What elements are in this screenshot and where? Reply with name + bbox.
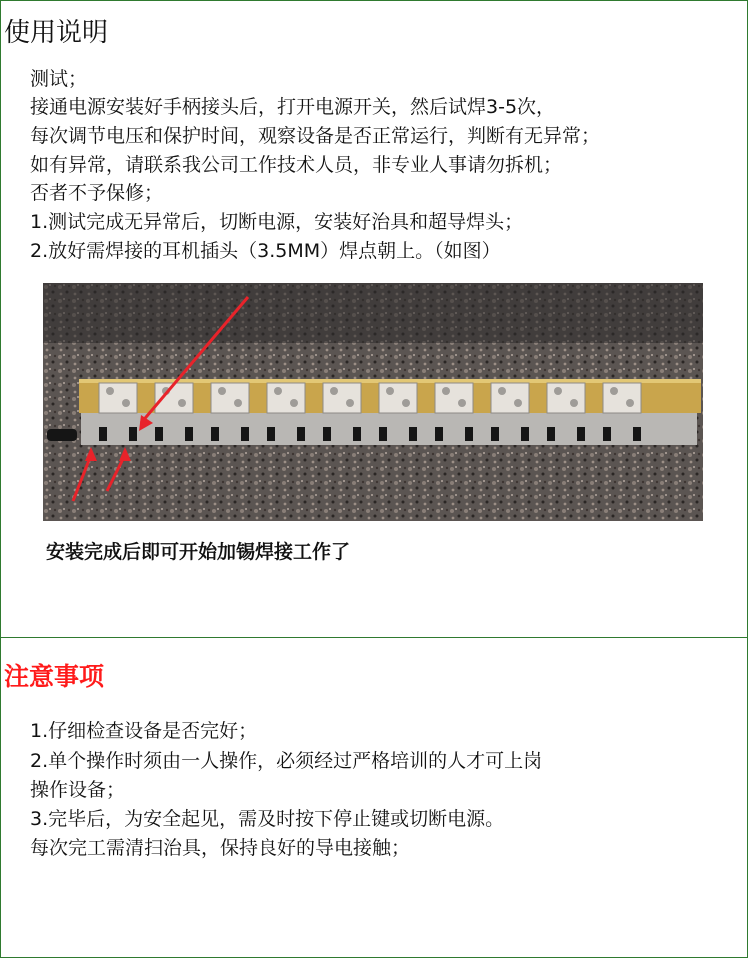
usage-line: 2.放好需焊接的耳机插头（3.5MM）焊点朝上。（如图）	[30, 240, 501, 262]
usage-line: 接通电源安装好手柄接头后，打开电源开关，然后试焊3-5次，	[30, 96, 556, 118]
precaution-line: 2.单个操作时须由一人操作，必须经过严格培训的人才可上岗	[30, 750, 543, 772]
usage-line: 1.测试完成无异常后，切断电源，安装好治具和超导焊头；	[30, 211, 524, 233]
precautions-title: 注意事项	[4, 662, 105, 691]
precaution-line: 每次完工需清扫治具，保持良好的导电接触；	[30, 837, 411, 859]
usage-line: 否者不予保修；	[30, 182, 164, 204]
usage-title: 使用说明	[4, 18, 109, 48]
photo-caption: 安装完成后即可开始加锡焊接工作了	[46, 541, 351, 563]
precaution-line: 3.完毕后，为安全起见，需及时按下停止键或切断电源。	[30, 808, 505, 830]
usage-line: 如有异常，请联系我公司工作技术人员，非专业人事请勿拆机；	[30, 154, 563, 176]
fixture-photo	[43, 283, 703, 521]
precaution-line: 1.仔细检查设备是否完好；	[30, 720, 258, 742]
usage-line: 测试；	[30, 68, 88, 90]
precaution-line: 操作设备；	[30, 779, 126, 801]
usage-line: 每次调节电压和保护时间，观察设备是否正常运行，判断有无异常；	[30, 125, 601, 147]
